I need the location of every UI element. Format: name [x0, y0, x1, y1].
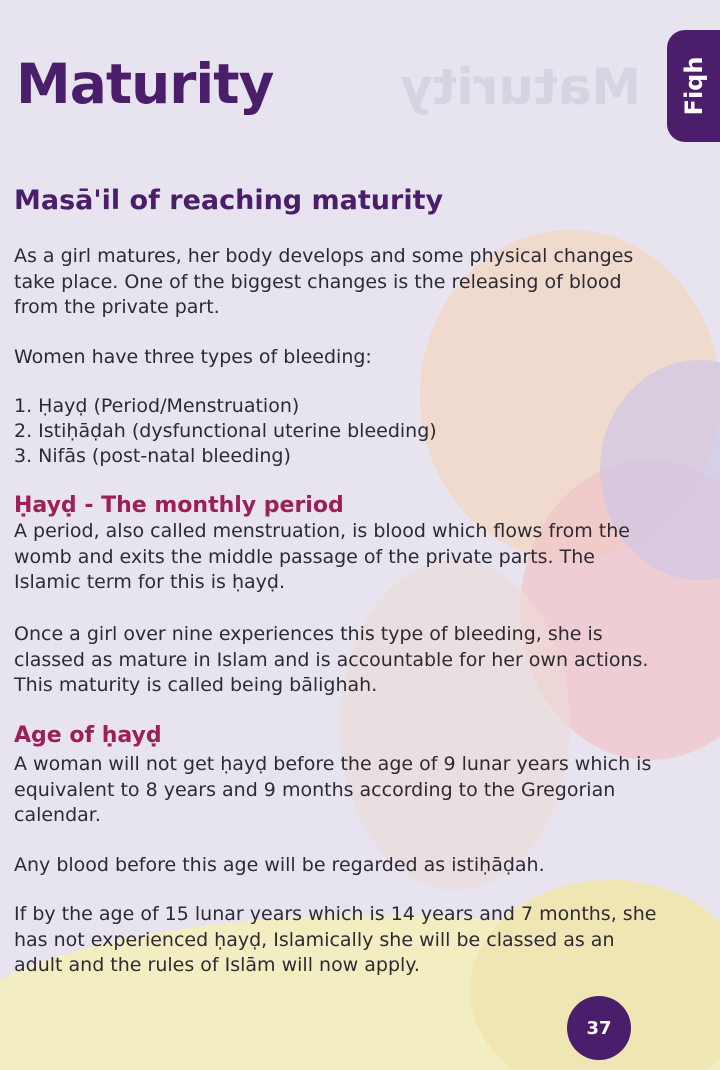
paragraph: A woman will not get ḥayḍ before the age of 9 lunar years which is equivalent to 8 years and 9 months according to the Gregorian calendar. — [14, 753, 652, 826]
section-heading: Masā'il of reaching maturity — [14, 185, 444, 216]
page-number: 37 — [586, 1017, 612, 1039]
paragraph: If by the age of 15 lunar years which is 14 years and 7 months, she has not experienced ḥayḍ, Islamically she will be classed as an adult and the rules of Islām will now apply. — [14, 903, 657, 976]
list-item: 3. Nifās (post-natal bleeding) — [14, 445, 291, 467]
paragraph: Women have three types of bleeding: — [14, 346, 372, 368]
chapter-tab — [667, 30, 720, 142]
paragraph: Once a girl over nine experiences this type of bleeding, she is classed as mature in Islam and is accountable for her own actions. This maturity is called being bālighah. — [14, 623, 649, 696]
page-title: Maturity — [16, 52, 274, 116]
page-number-badge — [567, 996, 631, 1060]
list-item: 1. Ḥayḍ (Period/Menstruation) — [14, 395, 300, 417]
paragraph: As a girl matures, her body develops and some physical changes take place. One of the biggest changes is the releasing of blood from the private part. — [14, 245, 634, 318]
bleed-through-title: Maturity — [400, 58, 642, 116]
list-item: 2. Istiḥāḍah (dysfunctional uterine bleeding) — [14, 420, 437, 442]
paragraph: Any blood before this age will be regarded as istiḥāḍah. — [14, 854, 545, 876]
section-heading: Ḥayḍ - The monthly period — [14, 493, 344, 518]
section-heading: Age of ḥayḍ — [14, 723, 162, 748]
paragraph: A period, also called menstruation, is blood which flows from the womb and exits the middle passage of the private parts. The Islamic term for this is ḥayḍ. — [14, 520, 630, 593]
bleeding-types-list — [14, 394, 437, 469]
chapter-tab-label: Fiqh — [679, 56, 708, 116]
